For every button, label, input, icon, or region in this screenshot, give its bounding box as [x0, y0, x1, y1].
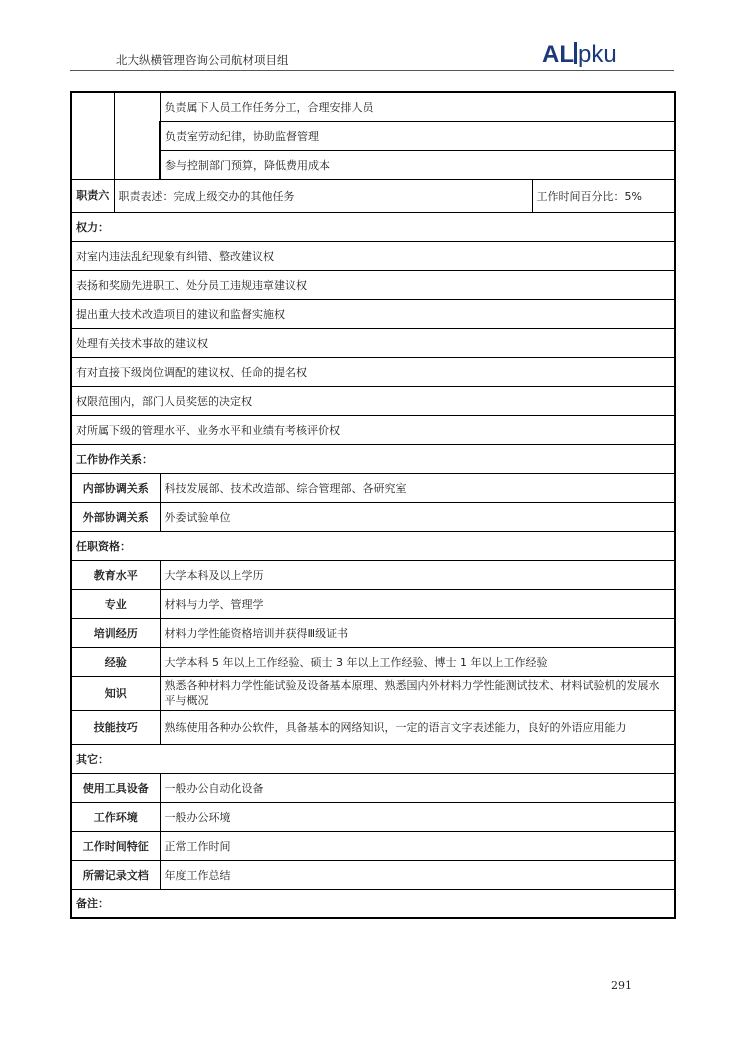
- authority-item: 权限范围内，部门人员奖惩的决定权: [71, 386, 675, 415]
- experience-value: 大学本科 5 年以上工作经验、硕士 3 年以上工作经验、博士 1 年以上工作经验: [160, 647, 675, 676]
- duty6-percentage: 工作时间百分比：5%: [532, 179, 675, 212]
- authority-item: 处理有关技术事故的建议权: [71, 328, 675, 357]
- training-value: 材料力学性能资格培训并获得Ⅲ级证书: [160, 618, 675, 647]
- work-time-label: 工作时间特征: [71, 831, 160, 860]
- header-title: 北大纵横管理咨询公司航材项目组: [116, 53, 289, 67]
- tools-value: 一般办公自动化设备: [160, 773, 675, 802]
- authority-item: 对室内违法乱纪现象有纠错、整改建议权: [71, 241, 675, 270]
- major-label: 专业: [71, 589, 160, 618]
- section-collaboration-title: 工作协作关系：: [71, 444, 675, 473]
- authority-item: 有对直接下级岗位调配的建议权、任命的提名权: [71, 357, 675, 386]
- experience-label: 经验: [71, 647, 160, 676]
- external-relations-value: 外委试验单位: [160, 502, 675, 531]
- skills-value: 熟练使用各种办公软件，具备基本的网络知识，一定的语言文字表述能力，良好的外语应用能力: [160, 710, 675, 744]
- education-value: 大学本科及以上学历: [160, 560, 675, 589]
- knowledge-label: 知识: [71, 676, 160, 710]
- records-value: 年度工作总结: [160, 860, 675, 889]
- section-other-title: 其它：: [71, 744, 675, 773]
- job-description-table: [70, 91, 676, 919]
- section-remarks-title: 备注：: [71, 889, 675, 918]
- authority-item: 对所属下级的管理水平、业务水平和业绩有考核评价权: [71, 415, 675, 444]
- authority-item: 提出重大技术改造项目的建议和监督实施权: [71, 299, 675, 328]
- environment-value: 一般办公环境: [160, 802, 675, 831]
- duty5-blank-cell: [114, 92, 160, 179]
- section-authority-title: 权力：: [71, 212, 675, 241]
- knowledge-value: 熟悉各种材料力学性能试验及设备基本原理、熟悉国内外材料力学性能测试技术、材料试验机的发展水平与概况: [160, 676, 675, 710]
- authority-item: 表扬和奖励先进职工、处分员工违规违章建议权: [71, 270, 675, 299]
- duty6-label: 职责六: [71, 179, 114, 212]
- duty5-item: 负责室劳动纪律，协助监督管理: [160, 121, 675, 150]
- svg-text:AL: AL: [542, 41, 574, 68]
- company-logo: [538, 38, 634, 68]
- external-relations-label: 外部协调关系: [71, 502, 160, 531]
- work-time-value: 正常工作时间: [160, 831, 675, 860]
- skills-label: 技能技巧: [71, 710, 160, 744]
- education-label: 教育水平: [71, 560, 160, 589]
- training-label: 培训经历: [71, 618, 160, 647]
- duty6-description: 职责表述：完成上级交办的其他任务: [114, 179, 532, 212]
- page-header: [70, 36, 674, 71]
- internal-relations-value: 科技发展部、技术改造部、综合管理部、各研究室: [160, 473, 675, 502]
- duty5-item: 参与控制部门预算，降低费用成本: [160, 150, 675, 179]
- internal-relations-label: 内部协调关系: [71, 473, 160, 502]
- major-value: 材料与力学、管理学: [160, 589, 675, 618]
- section-qualifications-title: 任职资格：: [71, 531, 675, 560]
- tools-label: 使用工具设备: [71, 773, 160, 802]
- page-number: 291: [611, 979, 632, 992]
- duty5-label-cell: [71, 92, 114, 179]
- svg-text:pku: pku: [578, 41, 617, 68]
- records-label: 所需记录文档: [71, 860, 160, 889]
- environment-label: 工作环境: [71, 802, 160, 831]
- duty5-item: 负责属下人员工作任务分工，合理安排人员: [160, 92, 675, 121]
